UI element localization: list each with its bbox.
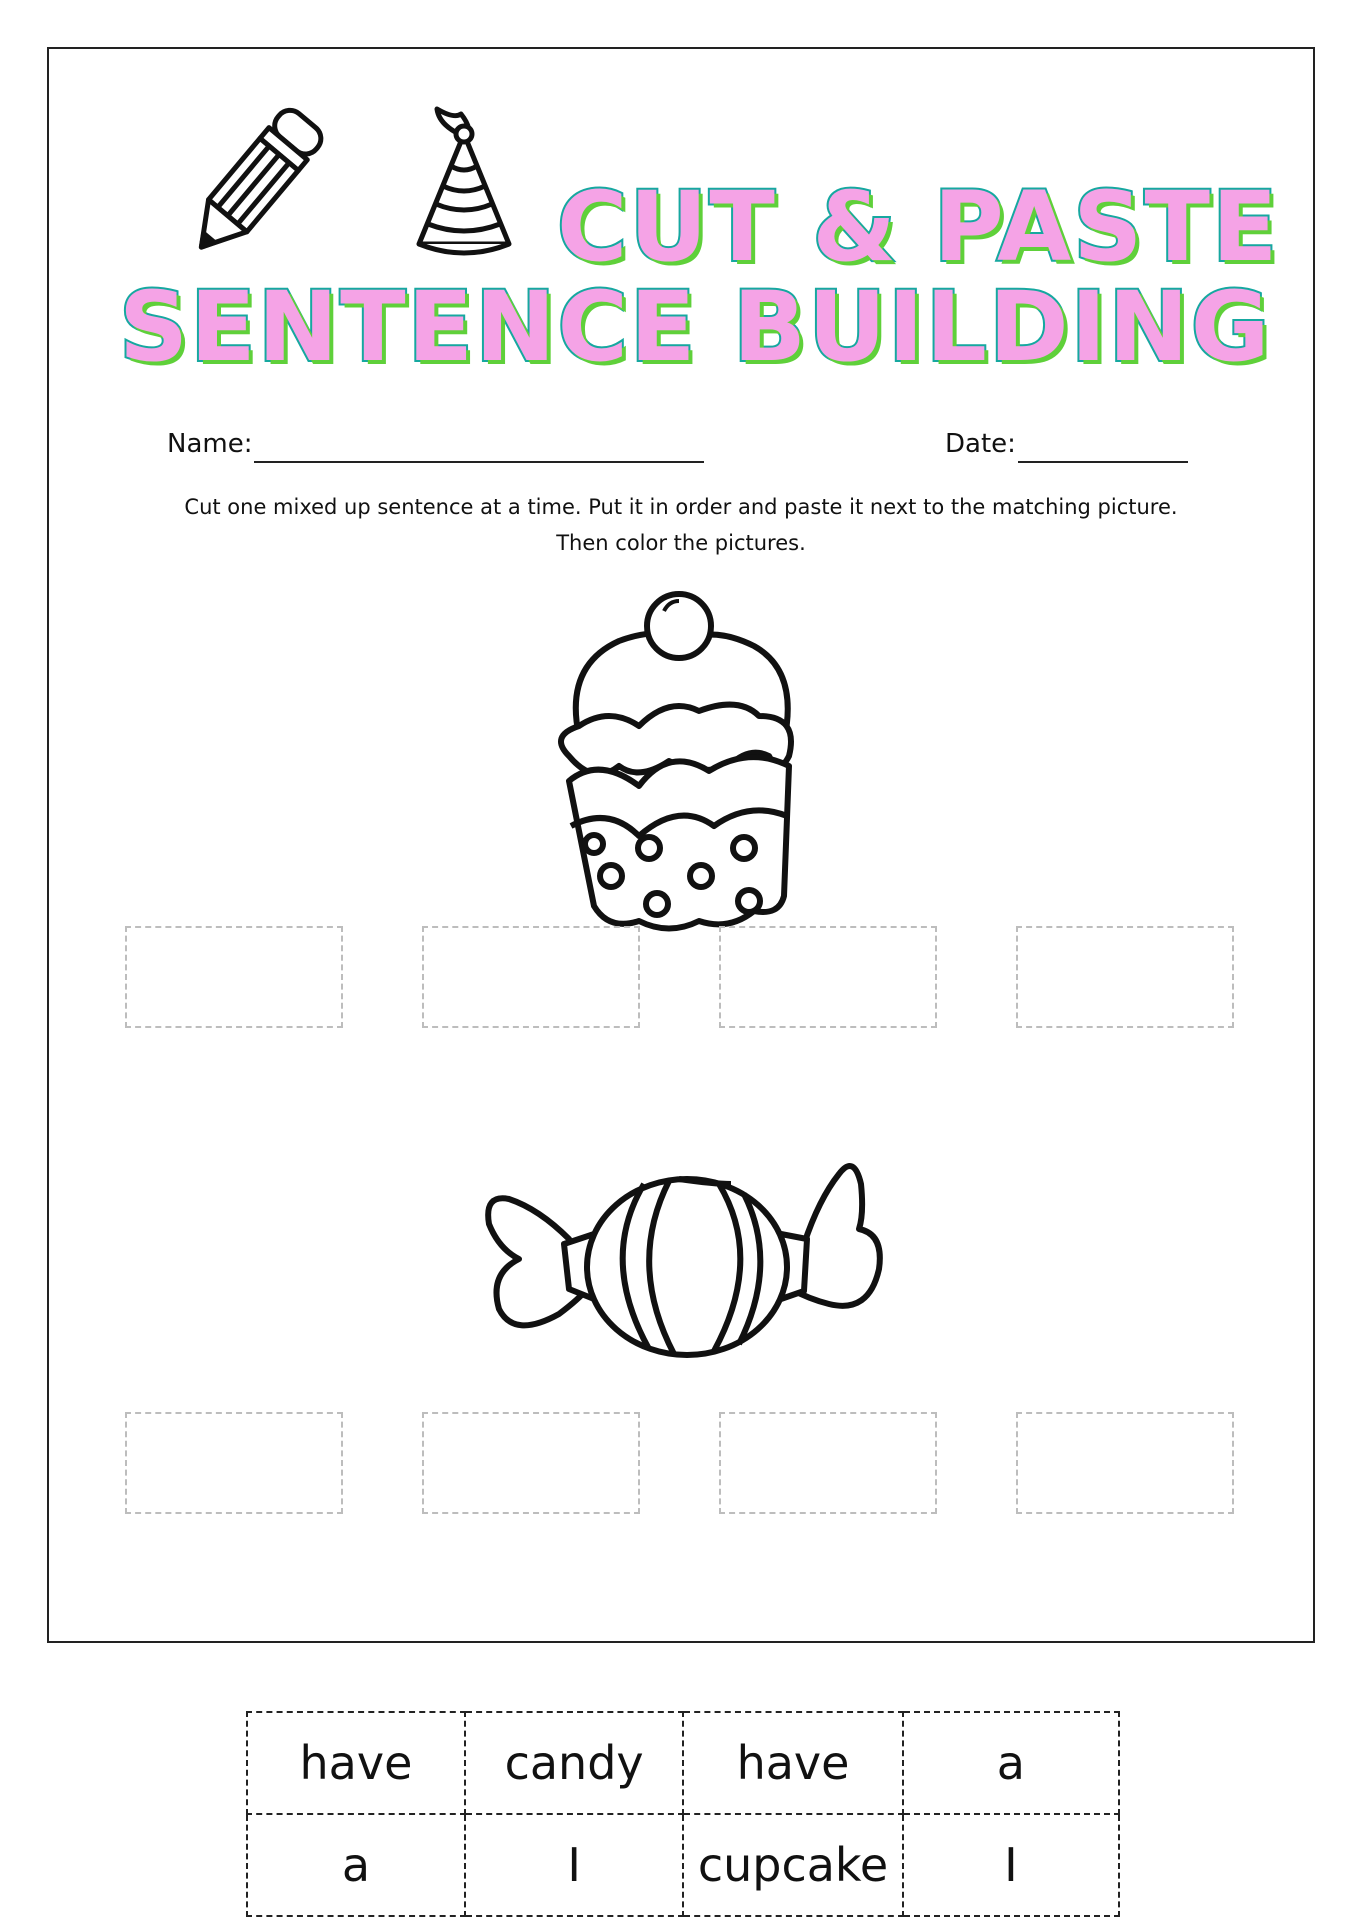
pencil-icon <box>171 107 341 257</box>
paste-box-1-1[interactable] <box>125 926 343 1028</box>
worksheet-page <box>47 47 1315 1643</box>
title-line-1: CUT & PASTE <box>557 171 1280 283</box>
instructions <box>49 489 1313 561</box>
instructions-line-2: Then color the pictures. <box>556 531 806 555</box>
word-card[interactable]: have <box>683 1712 902 1814</box>
word-card[interactable]: have <box>247 1712 465 1814</box>
word-card[interactable]: I <box>465 1814 683 1916</box>
word-cards-table <box>246 1711 1120 1917</box>
paste-box-2-3[interactable] <box>719 1412 937 1514</box>
word-card[interactable]: a <box>903 1712 1119 1814</box>
paste-box-2-1[interactable] <box>125 1412 343 1514</box>
party-hat-icon <box>399 104 529 264</box>
paste-box-2-4[interactable] <box>1016 1412 1234 1514</box>
paste-box-1-2[interactable] <box>422 926 640 1028</box>
word-card[interactable]: cupcake <box>683 1814 902 1916</box>
name-label: Name: <box>167 429 253 459</box>
candy-picture <box>469 1139 899 1379</box>
cupcake-picture <box>539 586 829 966</box>
name-field[interactable] <box>254 461 704 463</box>
paste-box-1-4[interactable] <box>1016 926 1234 1028</box>
word-cards-row-2 <box>247 1814 1119 1916</box>
date-field[interactable] <box>1018 461 1188 463</box>
word-card[interactable]: a <box>247 1814 465 1916</box>
word-cards-row-1 <box>247 1712 1119 1814</box>
paste-box-2-2[interactable] <box>422 1412 640 1514</box>
instructions-line-1: Cut one mixed up sentence at a time. Put it in order and paste it next to the matching picture. <box>184 495 1178 519</box>
date-label: Date: <box>945 429 1016 459</box>
title-line-2: SENTENCE BUILDING <box>119 271 1272 383</box>
word-card[interactable]: candy <box>465 1712 683 1814</box>
paste-box-1-3[interactable] <box>719 926 937 1028</box>
word-card[interactable]: I <box>903 1814 1119 1916</box>
